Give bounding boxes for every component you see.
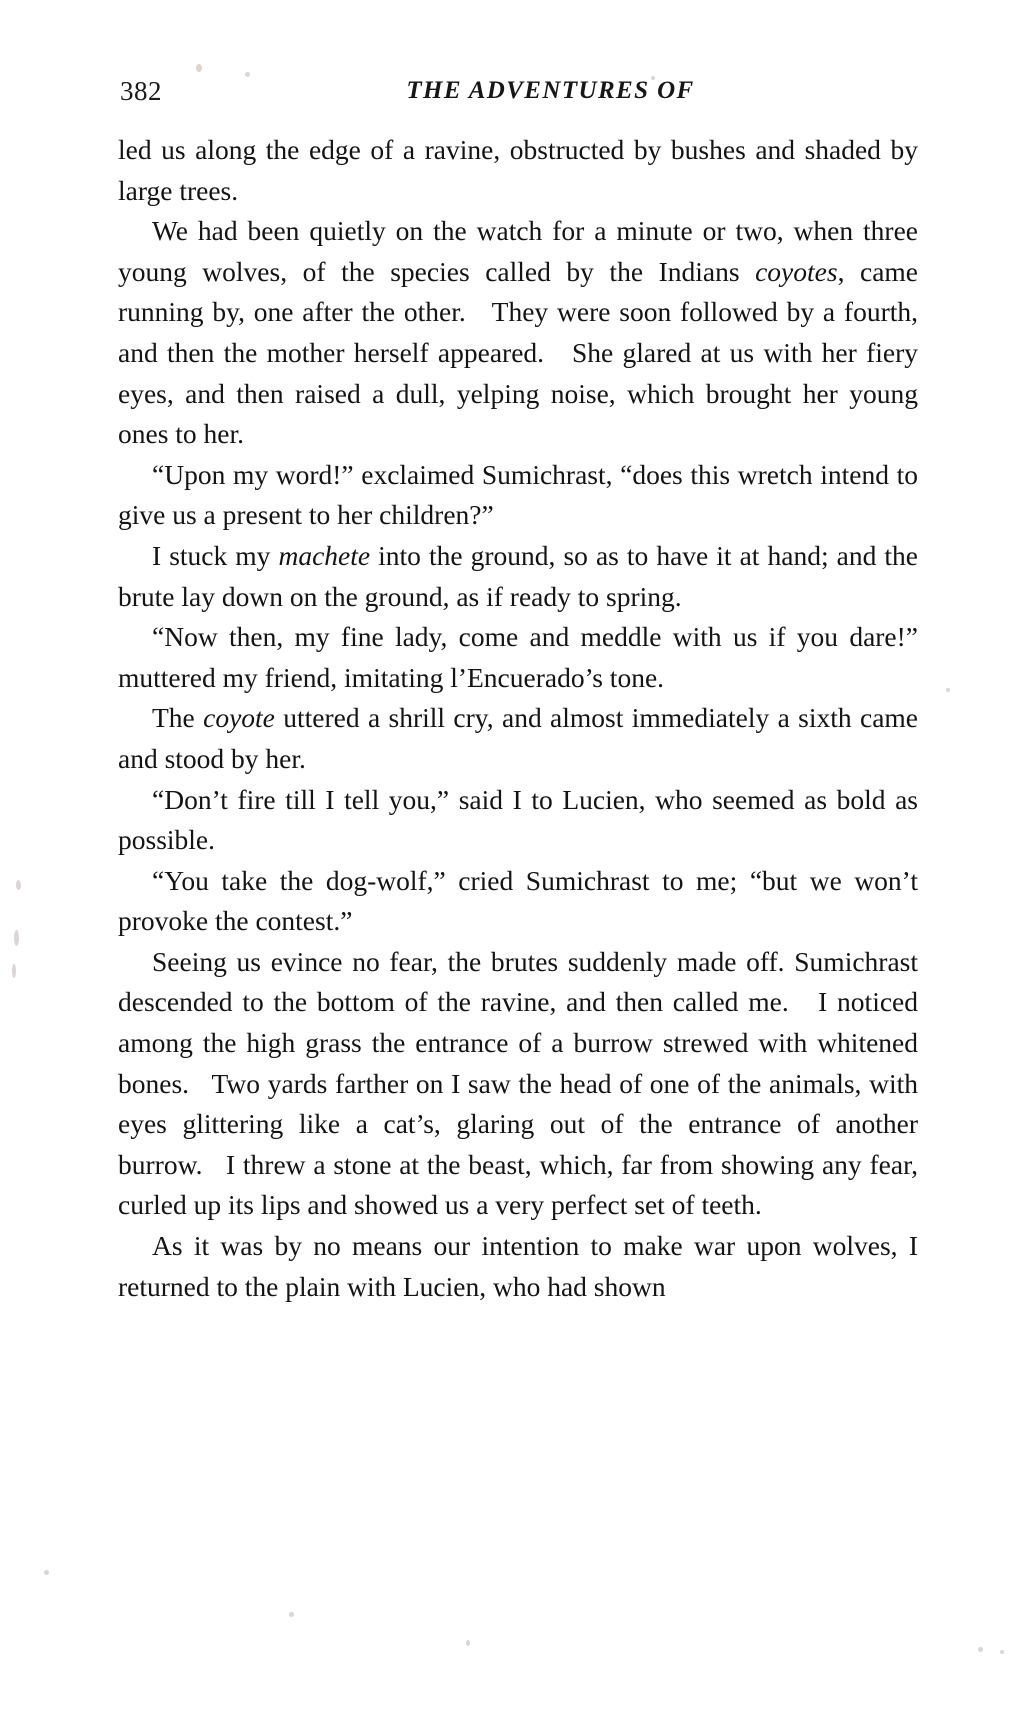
scan-speck <box>946 688 950 692</box>
page-body-text <box>118 130 918 1307</box>
scan-speck <box>978 1647 983 1652</box>
paragraph: The coyote uttered a shrill cry, and almost immediately a sixth came and stood by her. <box>118 702 918 774</box>
page-header <box>120 76 921 110</box>
paragraph: I stuck my machete into the ground, so as to have it at hand; and the brute lay down on the ground, as if ready to spring. <box>118 539 918 612</box>
scan-speck <box>1000 1650 1004 1654</box>
paragraph: As it was by no means our intention to make war upon wolves, I returned to the plain with Lucien, who had shown <box>118 1230 918 1302</box>
scan-speck <box>14 930 19 946</box>
paragraph: “Don’t fire till I tell you,” said I to Lucien, who seemed as bold as possible. <box>118 783 918 856</box>
paragraph: “Upon my word!” exclaimed Sumichrast, “does this wretch intend to give us a present to her children?” <box>118 458 918 531</box>
scan-speck <box>466 1640 470 1646</box>
paragraph: We had been quietly on the watch for a minute or two, when three young wolves, of the species called by the Indians coyotes, came running by, one after the other. They were soon followed by a fourth, and then the mother herself appeared. She glared at us with her fiery eyes, and then raised a dull, yelping noise, which brought her young ones to her. <box>118 215 918 450</box>
scan-speck <box>289 1612 294 1617</box>
paragraph: “You take the dog-wolf,” cried Sumichrast to me; “but we won’t provoke the contest.” <box>118 864 918 937</box>
scan-speck <box>44 1570 49 1575</box>
paragraph: “Now then, my fine lady, come and meddle with us if you dare!” muttered my friend, imitating l’Encuerado’s tone. <box>118 621 918 693</box>
paragraph: led us along the edge of a ravine, obstructed by bushes and shaded by large trees. <box>118 134 918 206</box>
running-head: THE ADVENTURES OF <box>406 77 695 104</box>
page-number: 382 <box>120 76 162 106</box>
scan-speck <box>16 880 21 890</box>
paragraph: Seeing us evince no fear, the brutes suddenly made off. Sumichrast descended to the bottom of the ravine, and then called me. I noticed among the high grass the entrance of a burrow strewed with whitened bones. Two yards farther on I saw the head of one of the animals, with eyes glittering like a cat’s, glaring out of the entrance of another burrow. I threw a stone at the beast, which, far from showing any fear, curled up its lips and showed us a very perfect set of teeth. <box>118 945 918 1221</box>
scan-speck <box>196 64 202 72</box>
scan-speck <box>12 964 16 978</box>
